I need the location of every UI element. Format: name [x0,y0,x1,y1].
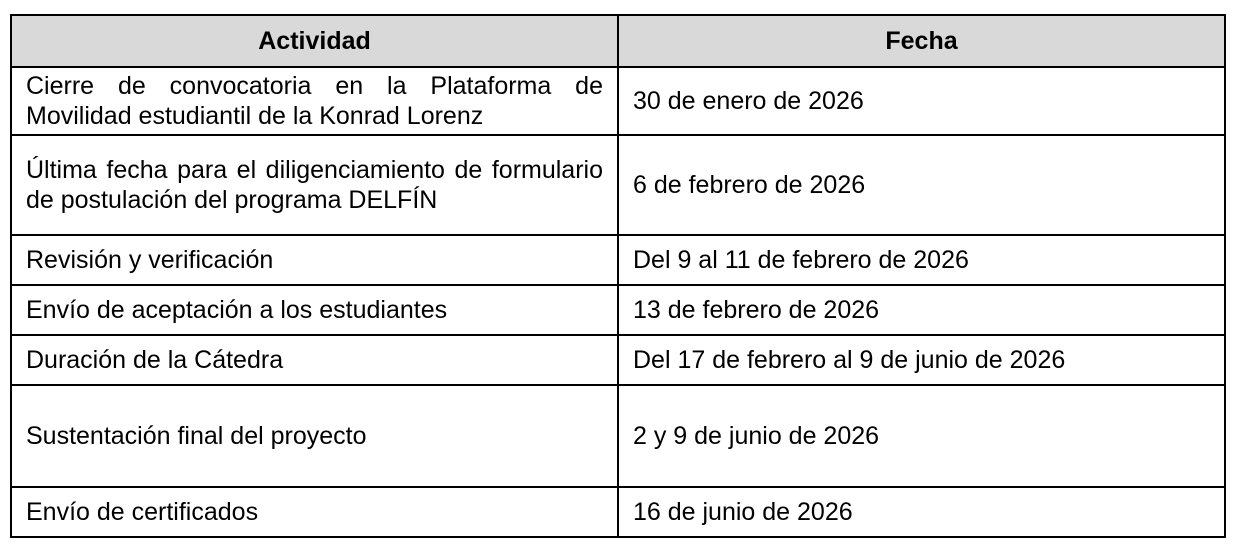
header-actividad: Actividad [11,15,618,67]
table-row [11,285,1225,335]
activity-schedule-table [10,14,1226,538]
date-cell: 30 de enero de 2026 [618,67,1225,135]
date-cell: 2 y 9 de junio de 2026 [618,385,1225,487]
date-cell: 13 de febrero de 2026 [618,285,1225,335]
activity-cell: Duración de la Cátedra [11,335,618,385]
activity-cell: Sustentación final del proyecto [11,385,618,487]
table-row [11,235,1225,285]
date-cell: Del 9 al 11 de febrero de 2026 [618,235,1225,285]
date-cell: 6 de febrero de 2026 [618,135,1225,235]
date-cell: Del 17 de febrero al 9 de junio de 2026 [618,335,1225,385]
activity-cell: Revisión y verificación [11,235,618,285]
activity-cell: Envío de aceptación a los estudiantes [11,285,618,335]
table-row [11,135,1225,235]
table-header-row [11,15,1225,67]
table-row [11,487,1225,537]
table-row [11,335,1225,385]
date-cell: 16 de junio de 2026 [618,487,1225,537]
table-row [11,385,1225,487]
activity-cell: Envío de certificados [11,487,618,537]
table-row [11,67,1225,135]
activity-cell: Última fecha para el diligenciamiento de formulario de postulación del programa DELFÍN [11,135,618,235]
activity-cell: Cierre de convocatoria en la Plataforma de Movilidad estudiantil de la Konrad Lorenz [11,67,618,135]
header-fecha: Fecha [618,15,1225,67]
